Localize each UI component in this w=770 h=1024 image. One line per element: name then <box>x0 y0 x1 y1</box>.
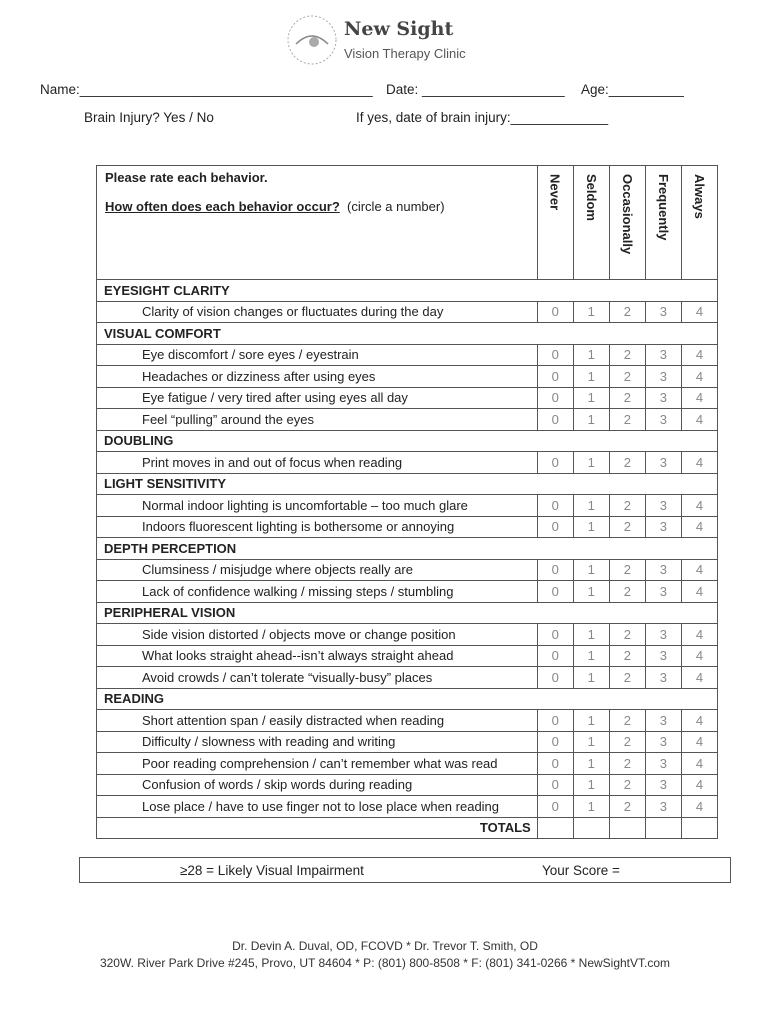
rating-option-1[interactable]: 1 <box>573 581 609 603</box>
rating-option-3[interactable]: 3 <box>645 409 681 431</box>
behavior-label: Headaches or dizziness after using eyes <box>97 366 538 388</box>
table-row <box>97 559 718 581</box>
table-row <box>97 753 718 775</box>
question-note: (circle a number) <box>347 199 445 214</box>
rating-option-3[interactable]: 3 <box>645 645 681 667</box>
rating-option-3[interactable]: 3 <box>645 452 681 474</box>
brain-injury-field[interactable]: Brain Injury? Yes / No <box>84 110 214 125</box>
rating-option-2[interactable]: 2 <box>609 645 645 667</box>
behavior-label: What looks straight ahead--isn’t always straight ahead <box>97 645 538 667</box>
rating-option-1[interactable]: 1 <box>573 516 609 538</box>
rating-option-0[interactable]: 0 <box>537 624 573 646</box>
rating-option-1[interactable]: 1 <box>573 710 609 732</box>
table-row <box>97 301 718 323</box>
rating-option-3[interactable]: 3 <box>645 559 681 581</box>
section-title: DOUBLING <box>97 430 718 452</box>
rating-option-4[interactable]: 4 <box>681 731 717 753</box>
rating-option-4[interactable]: 4 <box>681 796 717 818</box>
section-row <box>97 430 718 452</box>
table-row <box>97 344 718 366</box>
table-row <box>97 366 718 388</box>
rating-option-0[interactable]: 0 <box>537 753 573 775</box>
rating-option-1[interactable]: 1 <box>573 731 609 753</box>
section-row <box>97 688 718 710</box>
rating-option-0[interactable]: 0 <box>537 366 573 388</box>
rating-option-4[interactable]: 4 <box>681 495 717 517</box>
clinic-logo <box>286 12 486 72</box>
your-score-field[interactable]: Your Score = <box>542 863 620 878</box>
logo-subtitle: Vision Therapy Clinic <box>344 46 466 61</box>
logo-title: New Sight <box>344 18 454 40</box>
rating-option-2[interactable]: 2 <box>609 581 645 603</box>
behavior-label: Lose place / have to use finger not to lose place when reading <box>97 796 538 818</box>
rating-option-1[interactable]: 1 <box>573 753 609 775</box>
column-header-never: Never <box>537 166 573 280</box>
rating-option-0[interactable]: 0 <box>537 301 573 323</box>
table-row <box>97 731 718 753</box>
rating-option-4[interactable]: 4 <box>681 409 717 431</box>
column-header-frequently: Frequently <box>645 166 681 280</box>
rating-option-1[interactable]: 1 <box>573 796 609 818</box>
rating-option-3[interactable]: 3 <box>645 753 681 775</box>
rating-option-0[interactable]: 0 <box>537 710 573 732</box>
table-row <box>97 796 718 818</box>
behavior-label: Print moves in and out of focus when reading <box>97 452 538 474</box>
eye-logo-icon <box>286 14 338 66</box>
totals-cell-3[interactable] <box>645 817 681 839</box>
behavior-label: Lack of confidence walking / missing steps / stumbling <box>97 581 538 603</box>
rating-option-3[interactable]: 3 <box>645 387 681 409</box>
rating-option-4[interactable]: 4 <box>681 366 717 388</box>
section-title: DEPTH PERCEPTION <box>97 538 718 560</box>
score-box <box>79 857 731 883</box>
rating-option-4[interactable]: 4 <box>681 667 717 689</box>
rating-option-2[interactable]: 2 <box>609 710 645 732</box>
rating-option-4[interactable]: 4 <box>681 559 717 581</box>
rating-option-2[interactable]: 2 <box>609 366 645 388</box>
totals-cell-2[interactable] <box>609 817 645 839</box>
section-title: LIGHT SENSITIVITY <box>97 473 718 495</box>
table-row <box>97 581 718 603</box>
behavior-label: Poor reading comprehension / can’t remember what was read <box>97 753 538 775</box>
rating-option-3[interactable]: 3 <box>645 796 681 818</box>
rating-option-4[interactable]: 4 <box>681 516 717 538</box>
column-header-occasionally: Occasionally <box>609 166 645 280</box>
totals-cell-4[interactable] <box>681 817 717 839</box>
rating-option-1[interactable]: 1 <box>573 495 609 517</box>
injury-date-field[interactable]: If yes, date of brain injury:_____________ <box>356 110 609 125</box>
behavior-label: Eye discomfort / sore eyes / eyestrain <box>97 344 538 366</box>
rating-option-2[interactable]: 2 <box>609 559 645 581</box>
rating-option-2[interactable]: 2 <box>609 731 645 753</box>
instruction-text: Please rate each behavior. <box>105 170 268 185</box>
table-row <box>97 667 718 689</box>
behavior-label: Clumsiness / misjudge where objects really are <box>97 559 538 581</box>
rating-option-0[interactable]: 0 <box>537 581 573 603</box>
rating-option-0[interactable]: 0 <box>537 387 573 409</box>
rating-option-2[interactable]: 2 <box>609 452 645 474</box>
rating-option-4[interactable]: 4 <box>681 710 717 732</box>
rating-option-0[interactable]: 0 <box>537 796 573 818</box>
rating-option-3[interactable]: 3 <box>645 581 681 603</box>
section-row <box>97 538 718 560</box>
rating-option-1[interactable]: 1 <box>573 409 609 431</box>
rating-option-2[interactable]: 2 <box>609 774 645 796</box>
behavior-label: Indoors fluorescent lighting is bothersome or annoying <box>97 516 538 538</box>
rating-option-4[interactable]: 4 <box>681 344 717 366</box>
rating-option-3[interactable]: 3 <box>645 710 681 732</box>
rating-option-1[interactable]: 1 <box>573 366 609 388</box>
rating-option-2[interactable]: 2 <box>609 796 645 818</box>
table-header-row <box>97 166 718 280</box>
section-title: VISUAL COMFORT <box>97 323 718 345</box>
instructions-cell <box>97 166 538 280</box>
rating-option-1[interactable]: 1 <box>573 774 609 796</box>
rating-option-0[interactable]: 0 <box>537 667 573 689</box>
rating-option-4[interactable]: 4 <box>681 753 717 775</box>
rating-option-0[interactable]: 0 <box>537 731 573 753</box>
date-field[interactable]: Date: ___________________ <box>386 82 565 97</box>
behavior-label: Avoid crowds / can’t tolerate “visually-busy” places <box>97 667 538 689</box>
behavior-label: Eye fatigue / very tired after using eyes all day <box>97 387 538 409</box>
rating-option-4[interactable]: 4 <box>681 774 717 796</box>
rating-option-1[interactable]: 1 <box>573 344 609 366</box>
rating-option-3[interactable]: 3 <box>645 624 681 646</box>
rating-option-3[interactable]: 3 <box>645 774 681 796</box>
rating-option-1[interactable]: 1 <box>573 452 609 474</box>
rating-option-2[interactable]: 2 <box>609 753 645 775</box>
rating-option-4[interactable]: 4 <box>681 387 717 409</box>
table-row <box>97 387 718 409</box>
rating-option-4[interactable]: 4 <box>681 645 717 667</box>
behavior-label: Clarity of vision changes or fluctuates during the day <box>97 301 538 323</box>
table-row <box>97 710 718 732</box>
totals-cell-1[interactable] <box>573 817 609 839</box>
totals-label: TOTALS <box>97 817 538 839</box>
rating-option-2[interactable]: 2 <box>609 409 645 431</box>
rating-option-0[interactable]: 0 <box>537 516 573 538</box>
rating-option-0[interactable]: 0 <box>537 645 573 667</box>
rating-option-0[interactable]: 0 <box>537 452 573 474</box>
age-field[interactable]: Age:__________ <box>581 82 684 97</box>
rating-option-0[interactable]: 0 <box>537 559 573 581</box>
section-row <box>97 602 718 624</box>
totals-row <box>97 817 718 839</box>
rating-option-4[interactable]: 4 <box>681 452 717 474</box>
rating-option-1[interactable]: 1 <box>573 301 609 323</box>
rating-option-2[interactable]: 2 <box>609 667 645 689</box>
rating-option-2[interactable]: 2 <box>609 301 645 323</box>
behavior-label: Normal indoor lighting is uncomfortable – too much glare <box>97 495 538 517</box>
section-title: PERIPHERAL VISION <box>97 602 718 624</box>
question-label: How often does each behavior occur? <box>105 199 340 214</box>
rating-option-1[interactable]: 1 <box>573 667 609 689</box>
address-line: 320W. River Park Drive #245, Provo, UT 84604 * P: (801) 800-8508 * F: (801) 341-0266 * NewSightVT.com <box>99 956 671 970</box>
rating-option-2[interactable]: 2 <box>609 495 645 517</box>
table-row <box>97 495 718 517</box>
rating-option-1[interactable]: 1 <box>573 624 609 646</box>
section-row <box>97 280 718 302</box>
rating-option-3[interactable]: 3 <box>645 366 681 388</box>
behavior-label: Difficulty / slowness with reading and writing <box>97 731 538 753</box>
rating-option-4[interactable]: 4 <box>681 301 717 323</box>
name-field[interactable]: Name:_______________________________________ <box>40 82 373 97</box>
column-header-always: Always <box>681 166 717 280</box>
behavior-rating-table <box>96 165 718 839</box>
table-row <box>97 516 718 538</box>
totals-cell-0[interactable] <box>537 817 573 839</box>
rating-option-3[interactable]: 3 <box>645 301 681 323</box>
rating-option-4[interactable]: 4 <box>681 624 717 646</box>
section-title: READING <box>97 688 718 710</box>
rating-option-0[interactable]: 0 <box>537 774 573 796</box>
table-row <box>97 774 718 796</box>
rating-option-2[interactable]: 2 <box>609 387 645 409</box>
table-row <box>97 645 718 667</box>
doctors-line: Dr. Devin A. Duval, OD, FCOVD * Dr. Trevor T. Smith, OD <box>232 939 538 953</box>
rating-option-2[interactable]: 2 <box>609 624 645 646</box>
rating-option-2[interactable]: 2 <box>609 344 645 366</box>
behavior-label: Confusion of words / skip words during reading <box>97 774 538 796</box>
table-row <box>97 409 718 431</box>
rating-option-4[interactable]: 4 <box>681 581 717 603</box>
rating-option-3[interactable]: 3 <box>645 731 681 753</box>
rating-option-3[interactable]: 3 <box>645 344 681 366</box>
behavior-label: Side vision distorted / objects move or change position <box>97 624 538 646</box>
rating-option-0[interactable]: 0 <box>537 344 573 366</box>
rating-option-3[interactable]: 3 <box>645 667 681 689</box>
rating-option-1[interactable]: 1 <box>573 387 609 409</box>
section-title: EYESIGHT CLARITY <box>97 280 718 302</box>
behavior-label: Short attention span / easily distracted when reading <box>97 710 538 732</box>
table-row <box>97 624 718 646</box>
question-text <box>105 199 529 214</box>
column-header-seldom: Seldom <box>573 166 609 280</box>
rating-option-3[interactable]: 3 <box>645 516 681 538</box>
rating-option-0[interactable]: 0 <box>537 495 573 517</box>
section-row <box>97 473 718 495</box>
rating-option-0[interactable]: 0 <box>537 409 573 431</box>
impairment-threshold: ≥28 = Likely Visual Impairment <box>180 863 364 878</box>
rating-option-2[interactable]: 2 <box>609 516 645 538</box>
behavior-label: Feel “pulling” around the eyes <box>97 409 538 431</box>
section-row <box>97 323 718 345</box>
table-row <box>97 452 718 474</box>
rating-option-1[interactable]: 1 <box>573 559 609 581</box>
rating-option-3[interactable]: 3 <box>645 495 681 517</box>
rating-option-1[interactable]: 1 <box>573 645 609 667</box>
